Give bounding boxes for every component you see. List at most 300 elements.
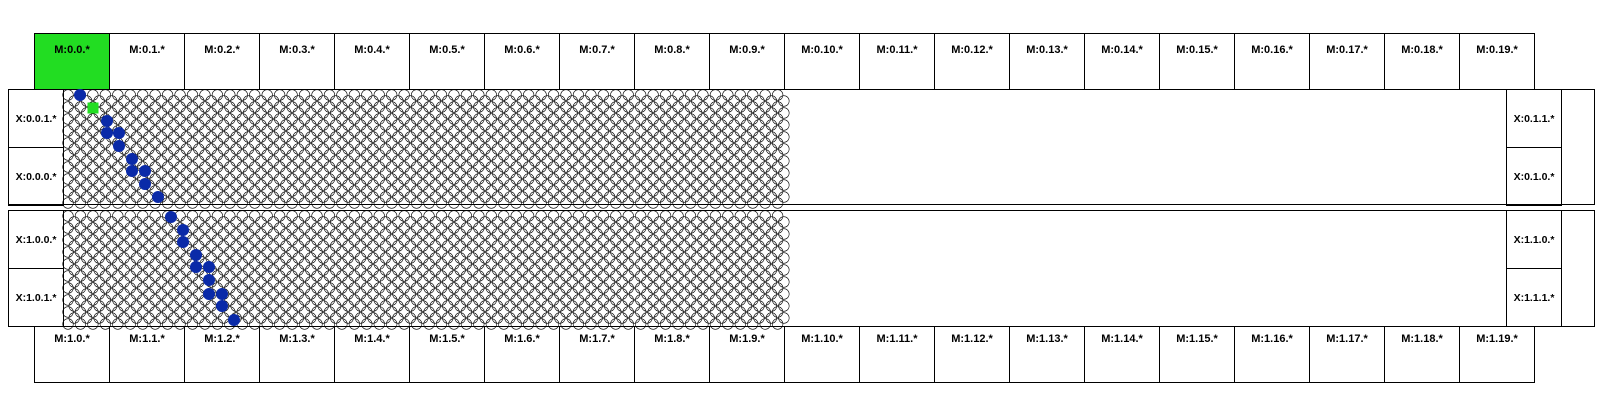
grid-node: [648, 295, 659, 306]
grid-node: [262, 150, 273, 161]
grid-node: [536, 162, 547, 173]
grid-node: [125, 271, 136, 282]
grid-node: [741, 265, 752, 276]
grid-node: [225, 271, 236, 282]
grid-node: [362, 126, 373, 137]
grid-node: [492, 156, 503, 167]
grid-node: [386, 102, 397, 113]
grid-node: [243, 96, 254, 107]
grid-node: [430, 156, 441, 167]
grid-node: [368, 156, 379, 167]
grid-node: [723, 114, 734, 125]
grid-node: [660, 211, 671, 222]
grid-node: [554, 229, 565, 240]
grid-node: [691, 192, 702, 203]
active-node: [126, 165, 138, 177]
grid-node: [368, 265, 379, 276]
grid-node: [436, 186, 447, 197]
grid-node: [368, 229, 379, 240]
grid-node: [710, 307, 721, 318]
grid-node: [156, 180, 167, 191]
grid-node: [305, 108, 316, 119]
grid-node: [206, 301, 217, 312]
grid-node: [218, 108, 229, 119]
grid-node: [374, 162, 385, 173]
grid-node: [667, 217, 678, 228]
grid-node: [480, 229, 491, 240]
grid-node: [617, 120, 628, 131]
grid-node: [424, 235, 435, 246]
grid-node: [667, 108, 678, 119]
grid-node: [561, 283, 572, 294]
grid-node: [312, 198, 323, 209]
grid-node: [449, 307, 460, 318]
grid-node: [710, 126, 721, 137]
grid-node: [536, 283, 547, 294]
grid-node: [710, 271, 721, 282]
grid-node: [698, 247, 709, 258]
grid-node: [779, 301, 790, 312]
grid-node: [287, 259, 298, 270]
grid-node: [281, 144, 292, 155]
grid-node: [393, 229, 404, 240]
grid-node: [424, 126, 435, 137]
grid-node: [629, 156, 640, 167]
grid-node: [623, 150, 634, 161]
grid-node: [368, 217, 379, 228]
grid-node: [747, 259, 758, 270]
grid-node: [287, 283, 298, 294]
grid-node: [542, 253, 553, 264]
grid-node: [249, 295, 260, 306]
grid-node: [299, 295, 310, 306]
grid-node: [760, 223, 771, 234]
grid-node: [505, 96, 516, 107]
grid-node: [355, 144, 366, 155]
grid-node: [144, 265, 155, 276]
grid-node: [187, 126, 198, 137]
grid-node: [561, 186, 572, 197]
grid-node: [530, 241, 541, 252]
grid-node: [330, 265, 341, 276]
grid-node: [193, 217, 204, 228]
grid-node: [88, 90, 99, 101]
active-node: [203, 261, 215, 273]
grid-node: [741, 120, 752, 131]
grid-node: [312, 174, 323, 185]
grid-node: [611, 235, 622, 246]
grid-node: [486, 247, 497, 258]
grid-node: [741, 192, 752, 203]
grid-node: [723, 126, 734, 137]
grid-node: [237, 283, 248, 294]
grid-node: [741, 132, 752, 143]
grid-node: [517, 313, 528, 324]
grid-node: [505, 180, 516, 191]
grid-node: [691, 289, 702, 300]
grid-node: [324, 295, 335, 306]
grid-node: [262, 271, 273, 282]
grid-node: [511, 90, 522, 101]
grid-node: [449, 162, 460, 173]
grid-node: [268, 180, 279, 191]
grid-node: [741, 217, 752, 228]
grid-node: [430, 192, 441, 203]
grid-node: [592, 229, 603, 240]
grid-node: [312, 150, 323, 161]
grid-node: [579, 241, 590, 252]
grid-node: [691, 96, 702, 107]
grid-node: [418, 241, 429, 252]
grid-node: [175, 186, 186, 197]
grid-node: [63, 211, 74, 222]
grid-node: [324, 150, 335, 161]
grid-node: [623, 223, 634, 234]
grid-node: [125, 283, 136, 294]
grid-node: [486, 295, 497, 306]
grid-node: [418, 180, 429, 191]
grid-node: [293, 289, 304, 300]
grid-node: [548, 319, 559, 330]
grid-node: [430, 289, 441, 300]
grid-node: [156, 108, 167, 119]
grid-node: [629, 313, 640, 324]
grid-node: [673, 319, 684, 330]
grid-node: [299, 235, 310, 246]
grid-node: [779, 168, 790, 179]
top-module-11: M:0.11.*: [859, 33, 935, 90]
grid-node: [492, 241, 503, 252]
grid-node: [511, 283, 522, 294]
grid-node: [212, 223, 223, 234]
grid-node: [380, 265, 391, 276]
grid-node: [723, 150, 734, 161]
grid-node: [355, 277, 366, 288]
grid-node: [685, 90, 696, 101]
grid-node: [523, 319, 534, 330]
grid-node: [418, 253, 429, 264]
grid-node: [573, 126, 584, 137]
right-label-3: X:1.1.1.*: [1506, 268, 1562, 327]
grid-node: [710, 90, 721, 101]
grid-node: [100, 283, 111, 294]
grid-node: [442, 156, 453, 167]
grid-node: [592, 277, 603, 288]
grid-node: [586, 271, 597, 282]
grid-node: [88, 271, 99, 282]
grid-node: [474, 102, 485, 113]
right-label-1: X:0.1.0.*: [1506, 147, 1562, 206]
grid-node: [75, 271, 86, 282]
grid-node: [685, 319, 696, 330]
grid-node: [467, 156, 478, 167]
grid-node: [69, 192, 80, 203]
grid-node: [411, 162, 422, 173]
grid-node: [418, 313, 429, 324]
grid-node: [567, 132, 578, 143]
grid-node: [741, 301, 752, 312]
grid-node: [498, 283, 509, 294]
grid-node: [760, 114, 771, 125]
grid-node: [760, 307, 771, 318]
grid-node: [729, 229, 740, 240]
grid-node: [268, 192, 279, 203]
grid-node: [206, 180, 217, 191]
grid-node: [88, 198, 99, 209]
grid-node: [274, 271, 285, 282]
grid-node: [312, 102, 323, 113]
grid-node: [772, 307, 783, 318]
grid-node: [243, 277, 254, 288]
grid-node: [405, 132, 416, 143]
grid-node: [723, 90, 734, 101]
grid-node: [573, 283, 584, 294]
grid-node: [281, 132, 292, 143]
grid-node: [113, 174, 124, 185]
grid-node: [667, 265, 678, 276]
grid-node: [281, 229, 292, 240]
grid-node: [411, 223, 422, 234]
grid-node: [691, 253, 702, 264]
grid-node: [467, 108, 478, 119]
grid-node: [187, 307, 198, 318]
grid-node: [542, 108, 553, 119]
grid-node: [673, 247, 684, 258]
grid-node: [137, 102, 148, 113]
grid-node: [362, 247, 373, 258]
grid-node: [374, 198, 385, 209]
grid-node: [312, 319, 323, 330]
grid-node: [150, 162, 161, 173]
grid-node: [249, 162, 260, 173]
grid-node: [511, 150, 522, 161]
grid-node: [243, 120, 254, 131]
grid-node: [411, 90, 422, 101]
grid-node: [673, 259, 684, 270]
grid-node: [175, 114, 186, 125]
grid-node: [100, 198, 111, 209]
grid-node: [106, 241, 117, 252]
grid-node: [461, 235, 472, 246]
grid-node: [374, 295, 385, 306]
grid-node: [249, 211, 260, 222]
grid-node: [355, 241, 366, 252]
grid-node: [169, 168, 180, 179]
grid-node: [218, 313, 229, 324]
grid-node: [617, 108, 628, 119]
grid-node: [449, 150, 460, 161]
grid-node: [598, 126, 609, 137]
grid-node: [498, 186, 509, 197]
grid-node: [81, 241, 92, 252]
grid-node: [629, 180, 640, 191]
grid-node: [299, 307, 310, 318]
grid-node: [679, 217, 690, 228]
grid-node: [305, 241, 316, 252]
grid-node: [586, 114, 597, 125]
grid-node: [760, 174, 771, 185]
bottom-module-15: M:1.15.*: [1159, 326, 1235, 383]
grid-node: [623, 247, 634, 258]
grid-node: [498, 295, 509, 306]
grid-node: [337, 114, 348, 125]
grid-node: [362, 162, 373, 173]
grid-node: [561, 259, 572, 270]
grid-node: [623, 283, 634, 294]
grid-node: [368, 253, 379, 264]
grid-node: [181, 180, 192, 191]
grid-node: [698, 283, 709, 294]
grid-node: [324, 271, 335, 282]
grid-node: [548, 198, 559, 209]
grid-node: [747, 186, 758, 197]
grid-node: [592, 253, 603, 264]
grid-node: [648, 162, 659, 173]
grid-node: [679, 192, 690, 203]
grid-node: [442, 120, 453, 131]
grid-node: [492, 289, 503, 300]
grid-node: [330, 313, 341, 324]
grid-node: [530, 168, 541, 179]
grid-node: [542, 277, 553, 288]
bottom-module-10: M:1.10.*: [784, 326, 860, 383]
grid-node: [162, 126, 173, 137]
grid-node: [747, 90, 758, 101]
grid-node: [530, 217, 541, 228]
grid-node: [405, 192, 416, 203]
grid-node: [648, 186, 659, 197]
grid-node: [343, 265, 354, 276]
grid-node: [249, 235, 260, 246]
grid-node: [729, 180, 740, 191]
grid-node: [735, 114, 746, 125]
grid-node: [461, 174, 472, 185]
grid-node: [287, 162, 298, 173]
grid-node: [760, 186, 771, 197]
grid-node: [100, 223, 111, 234]
grid-node: [411, 174, 422, 185]
grid-node: [405, 156, 416, 167]
grid-node: [262, 307, 273, 318]
grid-node: [262, 259, 273, 270]
grid-node: [113, 114, 124, 125]
top-module-3: M:0.3.*: [259, 33, 335, 90]
grid-node: [362, 186, 373, 197]
grid-node: [386, 247, 397, 258]
grid-node: [772, 211, 783, 222]
grid-node: [648, 114, 659, 125]
grid-node: [673, 138, 684, 149]
grid-node: [368, 132, 379, 143]
grid-node: [741, 289, 752, 300]
grid-node: [642, 192, 653, 203]
grid-node: [218, 156, 229, 167]
grid-node: [567, 168, 578, 179]
grid-node: [293, 301, 304, 312]
grid-node: [629, 96, 640, 107]
grid-node: [144, 241, 155, 252]
grid-node: [374, 235, 385, 246]
grid-node: [156, 96, 167, 107]
grid-node: [779, 156, 790, 167]
grid-node: [642, 96, 653, 107]
grid-node: [100, 247, 111, 258]
grid-node: [125, 138, 136, 149]
grid-node: [119, 253, 130, 264]
grid-node: [312, 247, 323, 258]
grid-node: [449, 186, 460, 197]
grid-node: [747, 162, 758, 173]
grid-node: [735, 283, 746, 294]
grid-node: [536, 198, 547, 209]
grid-node: [685, 138, 696, 149]
grid-node: [393, 277, 404, 288]
grid-node: [685, 259, 696, 270]
grid-node: [343, 313, 354, 324]
grid-node: [137, 114, 148, 125]
grid-node: [642, 229, 653, 240]
grid-node: [243, 289, 254, 300]
grid-node: [305, 277, 316, 288]
grid-node: [691, 156, 702, 167]
grid-node: [505, 120, 516, 131]
grid-node: [237, 259, 248, 270]
grid-node: [511, 102, 522, 113]
grid-node: [517, 120, 528, 131]
grid-node: [63, 162, 74, 173]
grid-node: [579, 168, 590, 179]
grid-node: [144, 253, 155, 264]
grid-node: [698, 307, 709, 318]
grid-node: [548, 150, 559, 161]
grid-node: [330, 192, 341, 203]
grid-node: [287, 211, 298, 222]
grid-node: [517, 132, 528, 143]
grid-node: [69, 144, 80, 155]
grid-node: [442, 313, 453, 324]
grid-node: [567, 180, 578, 191]
grid-node: [281, 108, 292, 119]
grid-node: [779, 108, 790, 119]
grid-node: [673, 235, 684, 246]
grid-node: [411, 319, 422, 330]
grid-node: [505, 253, 516, 264]
grid-node: [586, 295, 597, 306]
grid-node: [256, 289, 267, 300]
grid-node: [673, 223, 684, 234]
grid-node: [374, 90, 385, 101]
grid-node: [654, 253, 665, 264]
grid-node: [274, 259, 285, 270]
grid-node: [225, 198, 236, 209]
grid-node: [63, 186, 74, 197]
grid-node: [150, 295, 161, 306]
grid-node: [598, 174, 609, 185]
grid-node: [380, 241, 391, 252]
grid-node: [169, 289, 180, 300]
grid-node: [604, 96, 615, 107]
grid-node: [505, 301, 516, 312]
grid-node: [162, 247, 173, 258]
grid-node: [293, 313, 304, 324]
grid-node: [212, 247, 223, 258]
grid-node: [436, 126, 447, 137]
grid-node: [299, 319, 310, 330]
grid-node: [380, 108, 391, 119]
grid-node: [461, 271, 472, 282]
grid-node: [206, 168, 217, 179]
grid-node: [131, 108, 142, 119]
